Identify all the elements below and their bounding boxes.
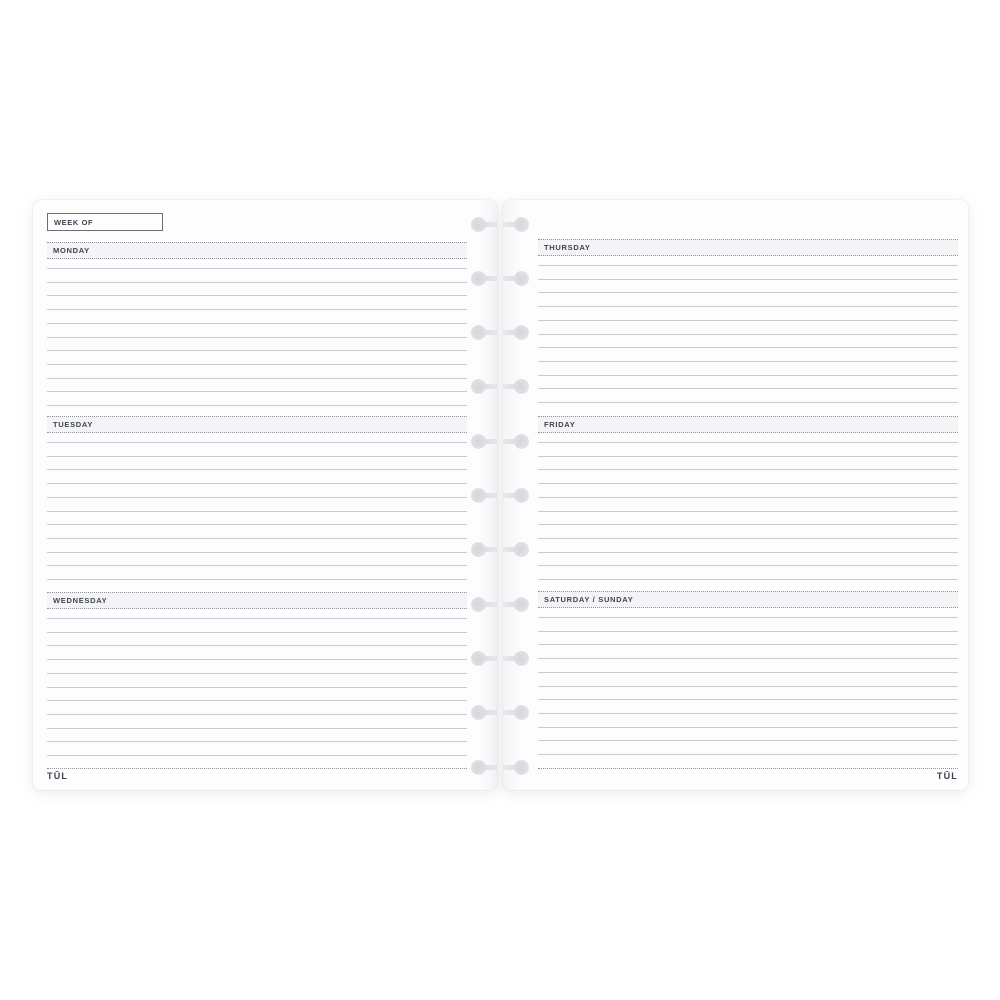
- disc-notch-hole: [514, 379, 529, 394]
- disc-notch-slot: [483, 547, 498, 552]
- ruled-line: [47, 350, 467, 351]
- ruled-line: [47, 456, 467, 457]
- ruled-line: [538, 347, 958, 348]
- ruled-line: [47, 714, 467, 715]
- disc-notch-slot: [483, 493, 498, 498]
- ruled-line: [538, 265, 958, 266]
- day-header-saturday-sunday: [538, 591, 958, 608]
- disc-notch: [471, 704, 498, 721]
- disc-notch: [502, 378, 529, 395]
- ruled-line: [47, 483, 467, 484]
- disc-notch-slot: [483, 765, 498, 770]
- ruled-line: [47, 469, 467, 470]
- ruled-line: [538, 754, 958, 755]
- disc-notch-hole: [471, 705, 486, 720]
- ruled-line: [538, 402, 958, 403]
- ruled-line: [47, 728, 467, 729]
- ruled-line: [538, 497, 958, 498]
- disc-notch-slot: [483, 330, 498, 335]
- ruled-line: [47, 673, 467, 674]
- day-label: SATURDAY / SUNDAY: [544, 595, 634, 604]
- ruled-line: [47, 700, 467, 701]
- ruled-line: [47, 659, 467, 660]
- ruled-line: [538, 456, 958, 457]
- ruled-line: [47, 565, 467, 566]
- disc-notch: [471, 759, 498, 776]
- ruled-line: [538, 388, 958, 389]
- disc-notch-hole: [471, 379, 486, 394]
- day-label: MONDAY: [53, 246, 90, 255]
- disc-notch-slot: [502, 656, 517, 661]
- ruled-line: [47, 741, 467, 742]
- disc-notch: [471, 596, 498, 613]
- ruled-line: [538, 672, 958, 673]
- disc-notch: [502, 487, 529, 504]
- disc-notch-slot: [483, 439, 498, 444]
- ruled-line: [47, 552, 467, 553]
- ruled-line: [538, 524, 958, 525]
- day-label: WEDNESDAY: [53, 596, 108, 605]
- week-of-box: [47, 213, 163, 231]
- disc-notch-hole: [514, 325, 529, 340]
- ruled-line: [538, 538, 958, 539]
- ruled-line: [538, 699, 958, 700]
- disc-notch: [502, 324, 529, 341]
- ruled-line: [538, 279, 958, 280]
- disc-notch-hole: [514, 217, 529, 232]
- ruled-line: [47, 323, 467, 324]
- ruled-line: [538, 713, 958, 714]
- ruled-line: [47, 268, 467, 269]
- day-header-friday: [538, 416, 958, 433]
- disc-notch: [502, 433, 529, 450]
- disc-notch: [471, 650, 498, 667]
- disc-notch-hole: [514, 434, 529, 449]
- disc-notch: [502, 704, 529, 721]
- disc-notch-hole: [471, 271, 486, 286]
- day-header-wednesday: [47, 592, 467, 609]
- ruled-line: [538, 740, 958, 741]
- disc-notch-hole: [514, 651, 529, 666]
- disc-notch: [471, 487, 498, 504]
- disc-notch: [502, 596, 529, 613]
- disc-notch-slot: [483, 602, 498, 607]
- ruled-line: [47, 378, 467, 379]
- disc-notch-hole: [471, 651, 486, 666]
- disc-notch-hole: [471, 217, 486, 232]
- ruled-line: [538, 617, 958, 618]
- week-of-label: WEEK OF: [54, 217, 94, 227]
- ruled-line: [538, 552, 958, 553]
- ruled-line: [47, 645, 467, 646]
- ruled-line: [538, 483, 958, 484]
- disc-notch: [471, 433, 498, 450]
- ruled-line: [47, 295, 467, 296]
- disc-notch-hole: [514, 542, 529, 557]
- day-header-monday: [47, 242, 467, 259]
- ruled-line: [47, 579, 467, 580]
- disc-notch-slot: [483, 276, 498, 281]
- right-page: [503, 200, 968, 790]
- ruled-line: [538, 292, 958, 293]
- disc-notch-hole: [514, 597, 529, 612]
- ruled-line: [47, 337, 467, 338]
- disc-notch-hole: [514, 271, 529, 286]
- disc-notch-slot: [502, 222, 517, 227]
- disc-notch: [502, 541, 529, 558]
- disc-notch-hole: [471, 488, 486, 503]
- disc-notch-hole: [471, 325, 486, 340]
- ruled-line: [538, 320, 958, 321]
- disc-notch: [502, 270, 529, 287]
- ruled-line: [538, 631, 958, 632]
- tul-logo: TŪL: [936, 771, 958, 781]
- ruled-line: [538, 658, 958, 659]
- day-label: THURSDAY: [544, 243, 591, 252]
- disc-notch-slot: [483, 384, 498, 389]
- ruled-line: [538, 334, 958, 335]
- disc-notch-slot: [502, 547, 517, 552]
- ruled-line: [538, 579, 958, 580]
- ruled-line: [538, 565, 958, 566]
- day-header-tuesday: [47, 416, 467, 433]
- disc-notch-slot: [483, 710, 498, 715]
- ruled-line: [538, 644, 958, 645]
- disc-notch: [502, 216, 529, 233]
- ruled-line: [47, 632, 467, 633]
- disc-notch: [502, 759, 529, 776]
- disc-notch-slot: [502, 493, 517, 498]
- disc-notch-hole: [514, 488, 529, 503]
- ruled-line: [47, 618, 467, 619]
- disc-notch-slot: [502, 439, 517, 444]
- left-page: [33, 200, 497, 790]
- disc-notch: [471, 541, 498, 558]
- day-label: FRIDAY: [544, 420, 576, 429]
- ruled-line: [538, 469, 958, 470]
- disc-notch-slot: [502, 710, 517, 715]
- disc-notch: [471, 270, 498, 287]
- disc-notch-slot: [502, 330, 517, 335]
- disc-notch-slot: [502, 384, 517, 389]
- ruled-line: [538, 686, 958, 687]
- day-header-thursday: [538, 239, 958, 256]
- ruled-line: [538, 375, 958, 376]
- ruled-line: [47, 538, 467, 539]
- disc-notch-slot: [502, 765, 517, 770]
- ruled-line: [538, 442, 958, 443]
- day-label: TUESDAY: [53, 420, 94, 429]
- tul-logo: TŪL: [47, 771, 69, 781]
- ruled-line: [47, 497, 467, 498]
- ruled-line: [47, 405, 467, 406]
- ruled-line: [538, 511, 958, 512]
- ruled-line: [47, 687, 467, 688]
- footer-dotted-rule: [47, 768, 467, 769]
- ruled-line: [47, 282, 467, 283]
- disc-notch: [471, 324, 498, 341]
- ruled-line: [47, 442, 467, 443]
- disc-notch-hole: [514, 705, 529, 720]
- disc-notch: [502, 650, 529, 667]
- disc-notch: [471, 378, 498, 395]
- ruled-line: [47, 364, 467, 365]
- disc-notch-hole: [471, 597, 486, 612]
- disc-notch-slot: [502, 602, 517, 607]
- disc-notch: [471, 216, 498, 233]
- ruled-line: [47, 391, 467, 392]
- ruled-line: [538, 306, 958, 307]
- ruled-line: [47, 755, 467, 756]
- disc-notch-hole: [514, 760, 529, 775]
- ruled-line: [47, 524, 467, 525]
- ruled-line: [47, 511, 467, 512]
- ruled-line: [538, 727, 958, 728]
- disc-notch-hole: [471, 434, 486, 449]
- ruled-line: [47, 309, 467, 310]
- disc-notch-slot: [483, 656, 498, 661]
- ruled-line: [538, 361, 958, 362]
- disc-notch-hole: [471, 542, 486, 557]
- disc-notch-slot: [483, 222, 498, 227]
- footer-dotted-rule: [538, 768, 958, 769]
- disc-notch-slot: [502, 276, 517, 281]
- disc-notch-hole: [471, 760, 486, 775]
